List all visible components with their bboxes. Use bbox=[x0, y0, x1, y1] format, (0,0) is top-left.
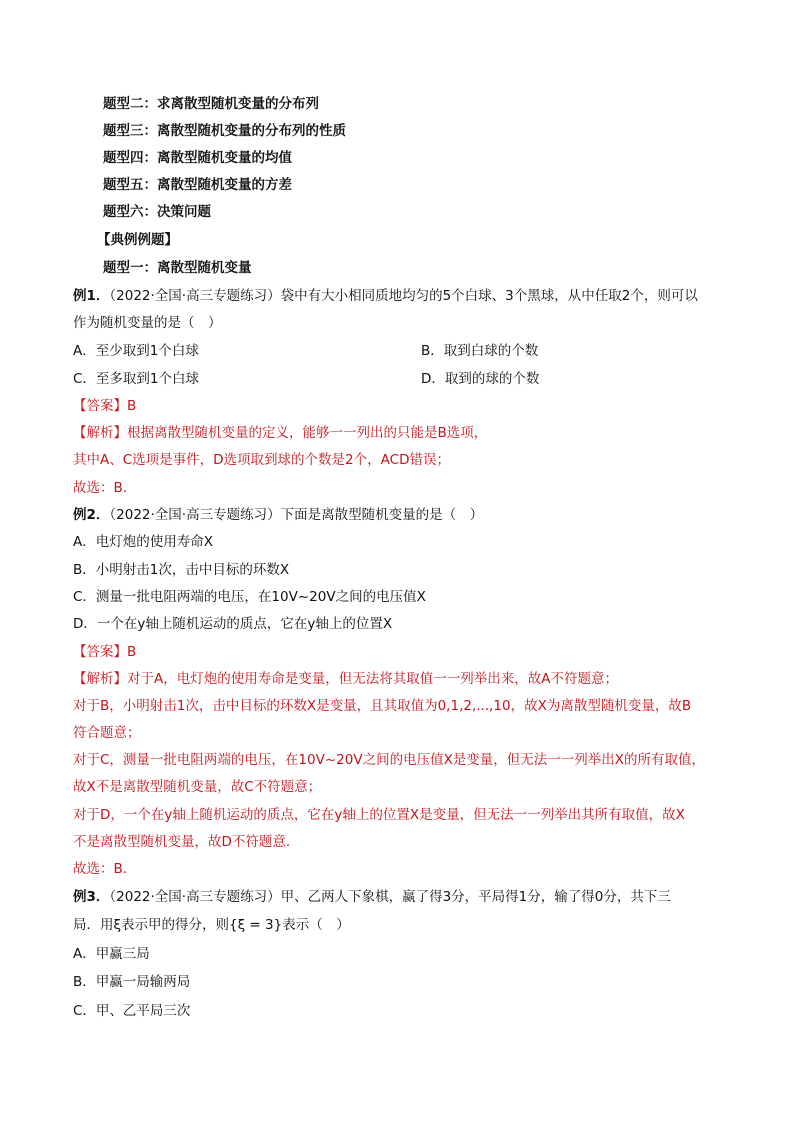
ex2-conclusion: 故选：B. bbox=[73, 861, 128, 877]
type1-title: 题型一：离散型随机变量 bbox=[103, 260, 252, 276]
ex1-stem-line2: 作为随机变量的是（ ） bbox=[73, 315, 222, 331]
ex2-option-a: A．电灯炮的使用寿命X bbox=[73, 534, 213, 550]
toc-item: 题型二：求离散型随机变量的分布列 bbox=[103, 96, 319, 112]
ex2-analysis-line2: 对于B，小明射击1次，击中目标的环数X是变量，且其取值为0,1,2,...,10，故X为离散型随机变量，故B bbox=[73, 698, 692, 714]
ex1-label: 例1． bbox=[73, 288, 110, 304]
ex2-analysis-line4: 对于C，测量一批电阻两端的电压，在10V~20V之间的电压值X是变量，但无法一一列举出X的所有取值， bbox=[73, 752, 706, 768]
ex2-answer: 【答案】B bbox=[73, 644, 137, 660]
ex2-analysis-line7: 不是离散型随机变量，故D不符题意. bbox=[73, 834, 291, 850]
ex1-analysis-line1: 【解析】根据离散型随机变量的定义，能够一一列出的只能是B选项， bbox=[73, 425, 488, 441]
ex3-stem-line2: 局．用ξ表示甲的得分，则{ξ = 3}表示（ ） bbox=[73, 917, 350, 933]
ex2-analysis-line5: 故X不是离散型随机变量，故C不符题意； bbox=[73, 779, 322, 795]
section-header: 【典例例题】 bbox=[97, 232, 178, 248]
ex3-option-b: B．甲赢一局输两局 bbox=[73, 974, 191, 990]
toc-item: 题型六：决策问题 bbox=[103, 204, 211, 220]
ex2-stem: 例2．（2022·全国·高三专题练习）下面是离散型随机变量的是（ ） bbox=[73, 507, 484, 523]
ex1-stem-line1: 例1．（2022·全国·高三专题练习）袋中有大小相同质地均匀的5个白球、3个黑球，从中任取2个，则可以 bbox=[73, 288, 698, 304]
ex3-label: 例3． bbox=[73, 889, 110, 905]
ex1-analysis-line2: 其中A、C选项是事件，D选项取到球的个数是2个，ACD错误； bbox=[73, 452, 450, 468]
ex1-answer: 【答案】B bbox=[73, 398, 137, 414]
ex1-option-d: D．取到的球的个数 bbox=[421, 371, 540, 387]
ex1-option-a: A．至少取到1个白球 bbox=[73, 343, 199, 359]
toc-item: 题型四：离散型随机变量的均值 bbox=[103, 150, 292, 166]
ex1-option-b: B．取到白球的个数 bbox=[421, 343, 539, 359]
ex2-label: 例2． bbox=[73, 507, 110, 523]
ex2-option-d: D．一个在y轴上随机运动的质点，它在y轴上的位置X bbox=[73, 616, 393, 632]
ex1-option-c: C．至多取到1个白球 bbox=[73, 371, 200, 387]
ex2-analysis-line1: 【解析】对于A，电灯炮的使用寿命是变量，但无法将其取值一一列举出来，故A不符题意； bbox=[73, 671, 618, 687]
ex2-analysis-line3: 符合题意； bbox=[73, 725, 141, 741]
toc-item: 题型五：离散型随机变量的方差 bbox=[103, 177, 292, 193]
ex3-option-a: A．甲赢三局 bbox=[73, 946, 150, 962]
ex3-option-c: C．甲、乙平局三次 bbox=[73, 1003, 191, 1019]
ex2-option-b: B．小明射击1次，击中目标的环数X bbox=[73, 562, 290, 578]
toc-item: 题型三：离散型随机变量的分布列的性质 bbox=[103, 123, 346, 139]
ex1-options-row2 bbox=[73, 370, 723, 388]
ex2-analysis-line6: 对于D，一个在y轴上随机运动的质点，它在y轴上的位置X是变量，但无法一一列举出其所有取值，故X bbox=[73, 807, 685, 823]
ex3-stem-line1: 例3．（2022·全国·高三专题练习）甲、乙两人下象棋，赢了得3分，平局得1分，输了得0分，共下三 bbox=[73, 889, 671, 905]
ex2-option-c: C．测量一批电阻两端的电压，在10V~20V之间的电压值X bbox=[73, 589, 426, 605]
ex1-conclusion: 故选：B. bbox=[73, 480, 128, 496]
ex1-options-row1 bbox=[73, 342, 723, 360]
